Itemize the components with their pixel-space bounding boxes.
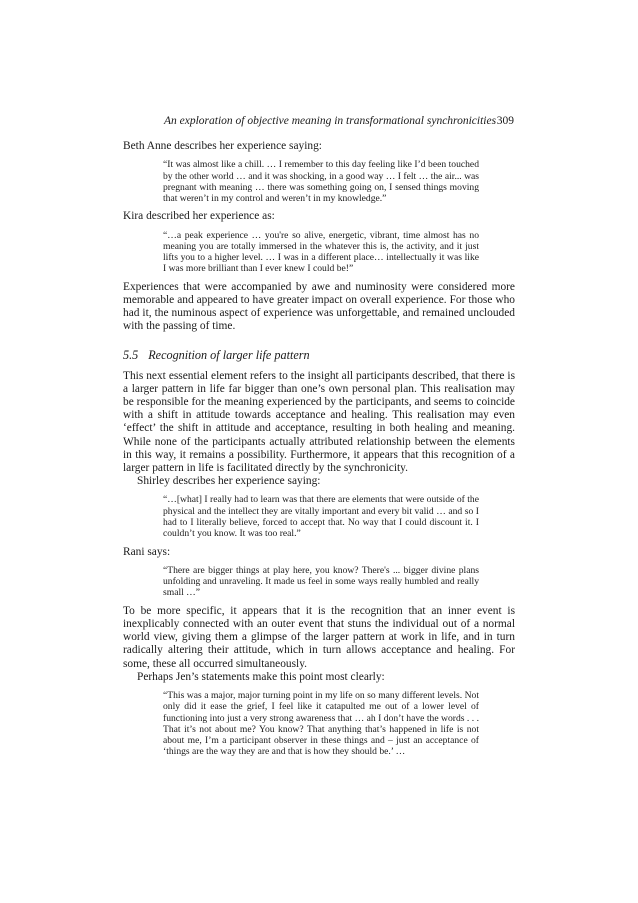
- running-header: An exploration of objective meaning in transformational synchronicities: [164, 115, 497, 127]
- intro-rani: Rani says:: [123, 545, 171, 558]
- body-text: [123, 140, 515, 758]
- intro-kira: Kira described her experience as:: [123, 210, 275, 223]
- paragraph-specific: To be more specific, it appears that it is the recognition that an inner event is inexplicably connected with an outer event that stuns the individual out of a normal world view, giving them a glimpse of the larger pattern at work in life, and in turn radically altering their attitude, which in turn allows acceptance and healing. For some, these all occurred simultaneously.: [123, 604, 515, 670]
- section-title: Recognition of larger life pattern: [148, 347, 310, 362]
- intro-beth: Beth Anne describes her experience saying:: [123, 140, 322, 152]
- quote-beth: “It was almost like a chill. … I remember to this day feeling like I’d been touched by the other world … and it was shocking, in a good way … I felt … the air... was pregnant with meaning … there was something going on, I sensed things moving that weren’t in my control and weren’t in my knowledge.”: [163, 159, 479, 205]
- intro-jen: Perhaps Jen’s statements make this point most clearly:: [137, 670, 385, 683]
- quote-shirley: “…[what] I really had to learn was that there are elements that were outside of the physical and the intellect they are vitally important and every bit valid … and so I had to I literally believe, forced to accept that. No way that I could discount it. I couldn’t you know. It was too real.”: [163, 494, 479, 540]
- paragraph-awe: Experiences that were accompanied by awe and numinosity were considered more memorable and appeared to have greater impact on overall experience. For those who had it, the numinous aspect of experience was unforgettable, and remained unclouded with the passing of time.: [123, 280, 515, 333]
- quote-jen: “This was a major, major turning point in my life on so many different levels. Not only did it ease the grief, I feel like it catapulted me out of a lower level of functioning into just a very strong awareness that … ah I don’t have the words . . . That it’s not about me? You know? That anything that’s happened in life is not about me, I’m a participant observer in these things and – just an acceptance of ‘things are the way they are and that is how they should be.’ …: [163, 689, 479, 758]
- section-heading: [123, 348, 515, 362]
- intro-shirley: Shirley describes her experience saying:: [137, 475, 321, 488]
- page-number: 309: [496, 115, 514, 127]
- section-number: 5.5: [123, 347, 139, 362]
- quote-rani: “There are bigger things at play here, you know? There's ... bigger divine plans unfolding and unraveling. It made us feel in some ways really humbled and really small …”: [163, 564, 479, 599]
- paragraph-pattern: This next essential element refers to the insight all participants described, that there is a larger pattern in life far bigger than one’s own personal plan. This realisation may be responsible for the meaning experienced by the participants, and seems to coincide with a shift in attitude towards acceptance and healing. This realisation may even ‘effect’ the shift in attitude and acceptance, resulting in both healing and meaning. While none of the participants actually attributed relationship between the elements in this way, it remains a possibility. Furthermore, it appears that this recognition of a larger pattern in life is facilitated directly by the synchronicity.: [123, 369, 515, 475]
- quote-kira: “…a peak experience … you're so alive, energetic, vibrant, time almost has no meaning you are totally immersed in the whatever this is, the activity, and it just lifts you to a higher level. … I was in a different place… intellectually it was like I was more brilliant than I ever knew I could be!”: [163, 229, 479, 275]
